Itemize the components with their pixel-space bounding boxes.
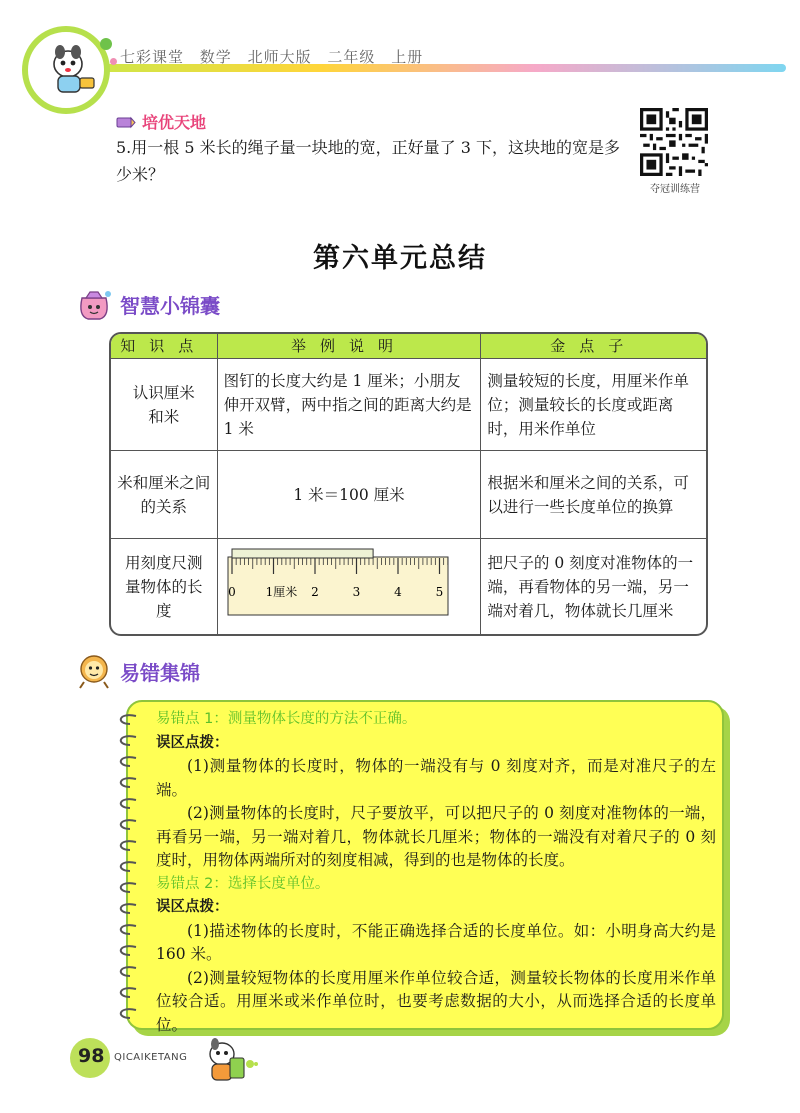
- page-number: 98: [78, 1045, 105, 1067]
- lion-mascot-icon: [74, 652, 114, 690]
- mistake-paragraph: (1)描述物体的长度时，不能正确选择合适的长度单位。如：小明身高大约是 160 米。: [156, 921, 716, 963]
- ruler-body: [228, 557, 448, 615]
- ruler-label: 3: [352, 585, 360, 599]
- mistake-paragraph: (2)测量物体的长度时，尺子要放平，可以把尺子的 0 刻度对准物体的一端，再看另一端，另一端对着几，物体就长几厘米；物体的一端没有对着尺子的 0 刻度时，用物体两端所对的刻度相减，得到的也是物体的长度。: [156, 804, 716, 869]
- table-cell-example: 图钉的长度大约是 1 厘米；小朋友伸开双臂，两中指之间的距离大约是 1 米: [217, 359, 481, 451]
- table-cell-tip: 把尺子的 0 刻度对准物体的一端，再看物体的另一端，另一端对着几，物体就长几厘米: [487, 553, 694, 620]
- mascot-icon: [38, 38, 102, 102]
- column-header: 知识点: [111, 334, 217, 359]
- mistakes-heading: [74, 652, 200, 690]
- ruler-label: 5: [435, 585, 443, 599]
- pencil-icon: [116, 114, 136, 130]
- binder-ring: [121, 946, 136, 955]
- table-cell-topic: 用刻度尺测量物体的长度: [111, 539, 217, 635]
- table-row: [111, 451, 706, 539]
- table-row: [111, 359, 706, 451]
- table-cell-topic: 米和厘米之间的关系: [111, 451, 217, 539]
- table-cell-tip: 根据米和厘米之间的关系，可以进行一些长度单位的换算: [481, 451, 706, 539]
- unit-title: 第六单元总结: [313, 243, 487, 274]
- lucky-bag-icon: [74, 286, 114, 322]
- table-row: [111, 539, 706, 635]
- footer-brand: QICAIKETANG: [114, 1052, 188, 1063]
- mistake-tip-label: 误区点拨：: [156, 734, 229, 751]
- extension-heading: [116, 110, 206, 133]
- binder-ring: [121, 988, 136, 997]
- header-dot: [100, 38, 112, 50]
- measured-object: [232, 549, 373, 558]
- header-dot: [110, 58, 117, 65]
- qr-caption: 夺冠训练营: [650, 184, 700, 195]
- binder-ring: [121, 883, 136, 892]
- mistake-tip-label: 误区点拨：: [156, 899, 229, 915]
- header-series: 七彩课堂: [120, 48, 185, 66]
- header-subject: 数学: [199, 48, 232, 66]
- table-cell-example: [217, 539, 481, 635]
- mistake-title: 易错点 2：选择长度单位。: [156, 875, 330, 892]
- binder-ring: [121, 1009, 136, 1018]
- footer-mascot-icon: [200, 1034, 258, 1088]
- ruler-label: 2: [310, 585, 319, 599]
- extension-heading-text: 培优天地: [142, 113, 207, 132]
- ruler-label: 0: [227, 585, 236, 599]
- binder-ring: [121, 799, 136, 808]
- qr-code-icon: [640, 108, 708, 176]
- binder-rings: [112, 708, 140, 1024]
- ruler-label: 4: [393, 585, 402, 599]
- header-edition: 北师大版: [247, 48, 312, 66]
- summary-heading: [74, 286, 220, 322]
- summary-table: [109, 332, 708, 636]
- header-volume: 上册: [391, 48, 424, 66]
- binder-ring: [121, 757, 136, 766]
- table-cell-example: 1 米＝100 厘米: [217, 451, 481, 539]
- binder-ring: [121, 904, 136, 913]
- binder-ring: [121, 715, 136, 724]
- mistakes-card-body: [156, 708, 716, 1037]
- column-header: 金点子: [481, 334, 706, 359]
- mistakes-heading-text: 易错集锦: [120, 660, 200, 685]
- header-text: [120, 46, 433, 67]
- column-header: 举例说明: [217, 334, 481, 359]
- extension-question: 5.用一根 5 米长的绳子量一块地的宽，正好量了 3 下，这块地的宽是多少米？: [116, 138, 620, 184]
- ruler-label: 1厘米: [265, 585, 297, 599]
- table-header-row: [111, 334, 706, 359]
- binder-ring: [121, 778, 136, 787]
- binder-ring: [121, 820, 136, 829]
- mistake-paragraph: (2)测量较短物体的长度用厘米作单位较合适，测量较长物体的长度用米作单位较合适。用厘米或米作单位时，也要考虑数据的大小，从而选择合适的长度单位。: [156, 968, 716, 1034]
- binder-ring: [121, 925, 136, 934]
- binder-ring: [121, 862, 136, 871]
- ruler-illustration: [224, 543, 464, 623]
- header-grade: 二年级: [327, 48, 376, 66]
- binder-ring: [121, 967, 136, 976]
- binder-ring: [121, 841, 136, 850]
- mistake-paragraph: (1)测量物体的长度时，物体的一端没有与 0 刻度对齐，而是对准尺子的左端。: [156, 757, 716, 799]
- summary-heading-text: 智慧小锦囊: [120, 293, 220, 318]
- mistake-title: 易错点 1：测量物体长度的方法不正确。: [156, 711, 417, 727]
- binder-ring: [121, 736, 136, 745]
- table-cell-tip: 测量较短的长度，用厘米作单位；测量较长的长度或距离时，用米作单位: [481, 359, 706, 451]
- table-cell-topic: 认识厘米和米: [111, 359, 217, 451]
